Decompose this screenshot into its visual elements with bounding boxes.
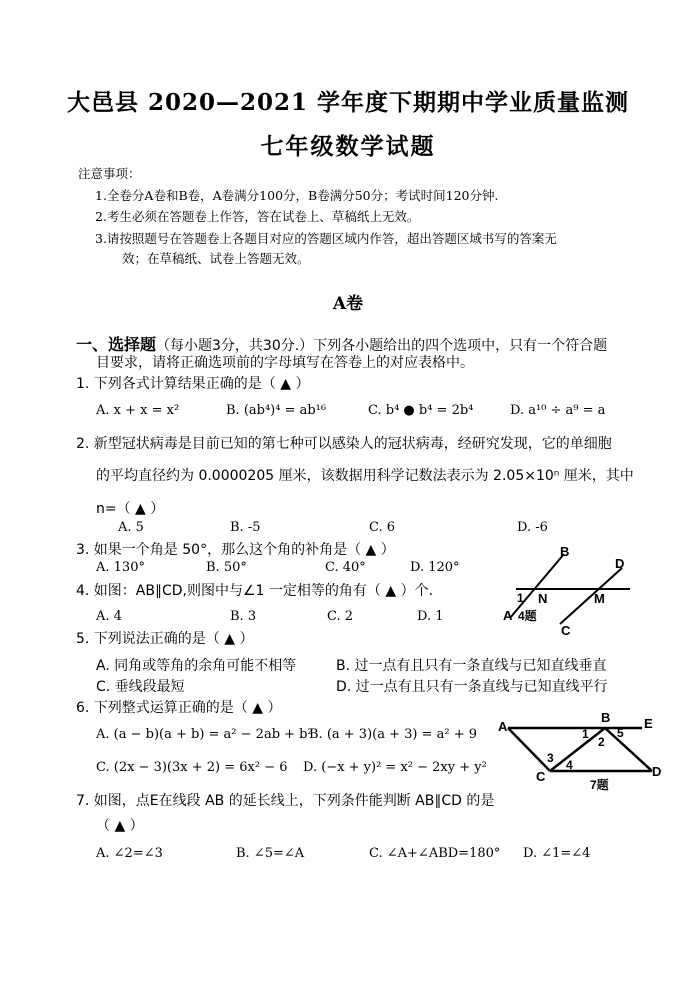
- q4-option-b: B. 3: [230, 609, 257, 624]
- note-item: 3.请按照题号在答题卷上各题目对应的答题区域内作答，超出答题区域书写的答案无: [95, 231, 557, 246]
- fig7-label-c: C: [536, 769, 546, 784]
- note-item: 2.考生必须在答题卷上作答，答在试卷上、草稿纸上无效。: [95, 209, 420, 224]
- fig4-label-c: C: [561, 623, 571, 638]
- q3-stem: 3. 如果一个角是 50°，那么这个角的补角是（ ▲ ）: [76, 542, 395, 558]
- q2-stem-a: 2. 新型冠状病毒是目前已知的第七种可以感染人的冠状病毒，经研究发现，它的单细胞: [76, 436, 612, 452]
- q5-option-a: A. 同角或等角的余角可能不相等: [96, 658, 297, 674]
- q4-option-d: D. 1: [417, 609, 444, 624]
- q5-option-c: C. 垂线段最短: [96, 679, 185, 695]
- fig4-caption: 4题: [518, 609, 537, 623]
- fig7-label-4: 4: [566, 758, 573, 772]
- fig4-label-n: N: [538, 591, 548, 606]
- part1-instruction-a: （每小题3分，共30分.）下列各小题给出的四个选项中，只有一个符合题: [156, 338, 608, 354]
- q3-option-c: C. 40°: [325, 560, 366, 575]
- q3-option-a: A. 130°: [96, 560, 145, 575]
- fig7-caption: 7题: [590, 778, 609, 792]
- q6-option-c: C. (2x − 3)(3x + 2) = 6x² − 6: [96, 760, 288, 775]
- q7-option-c: C. ∠A+∠ABD=180°: [369, 846, 501, 861]
- q3-option-b: B. 50°: [206, 560, 247, 575]
- figure-q4: [496, 540, 636, 640]
- exam-title: 大邑县 2020—2021 学年度下期期中学业质量监测: [66, 89, 630, 116]
- q2-stem-b: 的平均直径约为 0.0000205 厘米，该数据用科学记数法表示为 2.05×10ⁿ 厘米，其中: [96, 468, 634, 484]
- q2-option-c: C. 6: [369, 520, 396, 535]
- fig4-label-m: M: [594, 591, 605, 606]
- line-cd: [560, 568, 622, 624]
- q4-stem: 4. 如图：AB∥CD,则图中与∠1 一定相等的角有（ ▲ ）个.: [76, 583, 434, 599]
- q5-option-d: D. 过一点有且只有一条直线与已知直线平行: [336, 679, 608, 695]
- fig7-label-2: 2: [598, 735, 605, 749]
- q6-option-b: B. (a + 3)(a + 3) = a² + 9: [309, 727, 478, 742]
- line-bc: [550, 728, 605, 771]
- fig7-label-1: 1: [582, 727, 589, 741]
- fig7-label-d: D: [652, 764, 662, 779]
- q2-option-a: A. 5: [118, 520, 144, 535]
- q7-option-a: A. ∠2=∠3: [96, 846, 163, 861]
- fig7-label-e: E: [644, 716, 653, 731]
- fig4-label-a: A: [503, 608, 513, 623]
- q7-option-b: B. ∠5=∠A: [236, 846, 305, 861]
- q6-option-d: D. (−x + y)² = x² − 2xy + y²: [303, 760, 487, 775]
- q1-option-d: D. a¹⁰ ÷ a⁹ = a: [510, 403, 606, 418]
- fig7-label-3: 3: [547, 751, 554, 765]
- part1-heading: 一、选择题: [76, 335, 157, 354]
- section-a-heading: A卷: [332, 294, 364, 314]
- q5-option-b: B. 过一点有且只有一条直线与已知直线垂直: [336, 658, 607, 674]
- notes-heading: 注意事项：: [78, 166, 141, 181]
- q6-stem: 6. 下列整式运算正确的是（ ▲ ）: [76, 700, 282, 716]
- fig7-label-5: 5: [617, 726, 624, 740]
- q5-stem: 5. 下列说法正确的是（ ▲ ）: [76, 631, 254, 647]
- q1-option-a: A. x + x = x²: [96, 403, 180, 418]
- q1-stem: 1. 下列各式计算结果正确的是（ ▲ ）: [76, 376, 310, 392]
- q2-option-d: D. -6: [517, 520, 548, 535]
- line-bd: [605, 728, 652, 771]
- part1-instruction-b: 目要求，请将正确选项前的字母填写在答卷上的对应表格中。: [96, 355, 474, 371]
- q6-option-a: A. (a − b)(a + b) = a² − 2ab + b²: [96, 727, 313, 742]
- q7-stem-b: （ ▲ ）: [96, 818, 144, 834]
- exam-subtitle: 七年级数学试题: [260, 133, 436, 160]
- q2-option-b: B. -5: [230, 520, 261, 535]
- fig7-label-a: A: [498, 719, 508, 734]
- fig7-label-b: B: [601, 710, 611, 725]
- fig4-label-d: D: [615, 556, 625, 571]
- fig4-label-b: B: [560, 544, 570, 559]
- q4-option-a: A. 4: [96, 609, 122, 624]
- q7-option-d: D. ∠1=∠4: [523, 846, 591, 861]
- q1-option-c: C. b⁴ ● b⁴ = 2b⁴: [368, 403, 474, 418]
- q7-stem-a: 7. 如图，点E在线段 AB 的延长线上，下列条件能判断 AB∥CD 的是: [76, 793, 495, 809]
- q4-option-c: C. 2: [327, 609, 354, 624]
- q2-stem-c: n=（ ▲ ）: [96, 501, 165, 517]
- note-item: 1.全卷分A卷和B卷，A卷满分100分，B卷满分50分；考试时间120分钟.: [95, 188, 499, 203]
- q3-option-d: D. 120°: [410, 560, 460, 575]
- note-item: 效；在草稿纸、试卷上答题无效。: [122, 251, 310, 266]
- figure-q7: [494, 708, 666, 798]
- fig4-label-1: 1: [517, 591, 524, 605]
- q1-option-b: B. (ab⁴)⁴ = ab¹⁶: [226, 403, 327, 418]
- line-ac: [508, 728, 550, 771]
